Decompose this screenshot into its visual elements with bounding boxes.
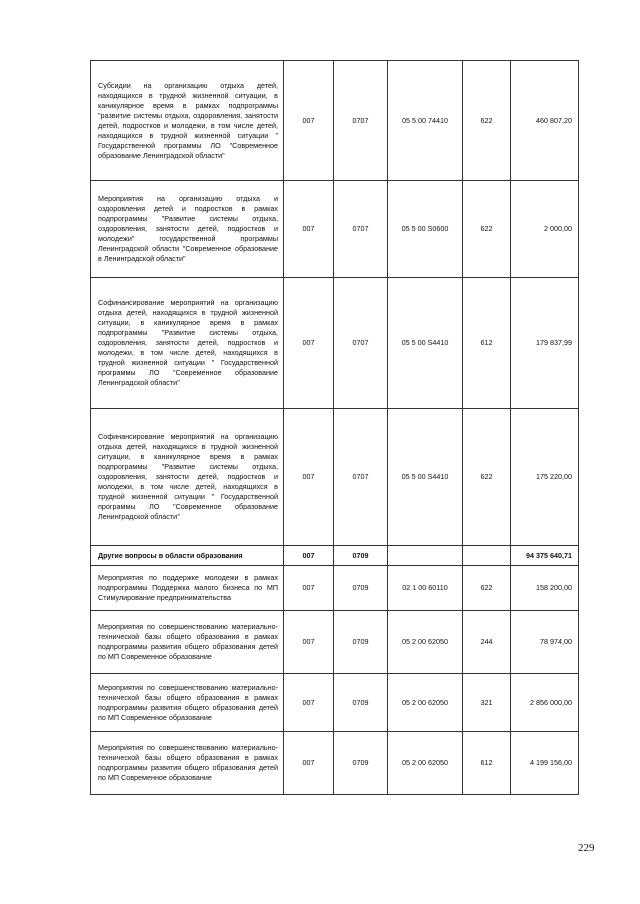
row-expense-type: 622 <box>463 566 511 611</box>
row-expense-type: 622 <box>463 61 511 181</box>
row-name: Мероприятия по совершенствованию материально-технической базы общего образования в рамках подпрограммы развития общего образования детей по МП Современное образование <box>91 611 284 674</box>
page-number: 229 <box>578 842 595 854</box>
row-section-code: 0707 <box>334 278 388 409</box>
table-row <box>91 61 579 181</box>
table-row <box>91 611 579 674</box>
row-amount: 2 856 000,00 <box>511 674 579 732</box>
row-ministry-code: 007 <box>284 278 334 409</box>
row-name: Другие вопросы в области образования <box>91 546 284 566</box>
row-name: Мероприятия по совершенствованию материально-технической базы общего образования в рамках подпрограммы развития общего образования детей по МП Современное образование <box>91 732 284 795</box>
row-amount: 4 199 156,00 <box>511 732 579 795</box>
row-amount: 460 807,20 <box>511 61 579 181</box>
table-row <box>91 566 579 611</box>
row-ministry-code: 007 <box>284 674 334 732</box>
table-row <box>91 546 579 566</box>
row-amount: 175 220,00 <box>511 409 579 546</box>
row-expense-type: 321 <box>463 674 511 732</box>
row-name: Субсидии на организацию отдыха детей, находящихся в трудной жизненной ситуации, в каникулярное время в рамках подпрограммы "развитие системы отдыха, оздоровления, занятости детей, подростков и молодежи, в том числе детей, находящихся в трудной жизненной ситуации " Государственной программы ЛО "Современное образование Ленинградской области" <box>91 61 284 181</box>
row-name: Мероприятия на организацию отдыха и оздоровления детей и подростков в рамках подпрограммы "Развитие системы отдыха, оздоровления, занятости детей, подростков и молодежи" государственной программы Ленинградской области "Современное образование в Ленинградской области" <box>91 181 284 278</box>
row-article-code: 05 5 00 74410 <box>388 61 463 181</box>
row-ministry-code: 007 <box>284 409 334 546</box>
row-expense-type: 622 <box>463 409 511 546</box>
row-article-code: 05 2 00 62050 <box>388 732 463 795</box>
row-name: Софинансирование мероприятий на организацию отдыха детей, находящихся в трудной жизненной ситуации, в каникулярное время в рамках подпрограммы "Развитие системы отдыха, оздоровления, занятости детей, подростков и молодежи, в том числе детей, находящихся в трудной жизненной ситуации " Государственной программы ЛО "Современное образование Ленинградской области" <box>91 409 284 546</box>
table-row <box>91 409 579 546</box>
row-amount: 179 837,99 <box>511 278 579 409</box>
row-expense-type: 244 <box>463 611 511 674</box>
row-article-code: 05 2 00 62050 <box>388 674 463 732</box>
row-amount: 94 375 640,71 <box>511 546 579 566</box>
row-amount: 78 974,00 <box>511 611 579 674</box>
row-ministry-code: 007 <box>284 732 334 795</box>
row-ministry-code: 007 <box>284 566 334 611</box>
row-expense-type: 612 <box>463 278 511 409</box>
row-article-code: 05 2 00 62050 <box>388 611 463 674</box>
row-section-code: 0707 <box>334 181 388 278</box>
row-name: Мероприятия по поддержке молодежи в рамках подпрограммы Поддержка малого бизнеса по МП Стимулирование предпринимательства <box>91 566 284 611</box>
row-ministry-code: 007 <box>284 546 334 566</box>
budget-table <box>90 60 579 795</box>
table-row <box>91 181 579 278</box>
row-section-code: 0709 <box>334 611 388 674</box>
row-ministry-code: 007 <box>284 61 334 181</box>
row-expense-type <box>463 546 511 566</box>
row-article-code: 05 5 00 S4410 <box>388 409 463 546</box>
row-expense-type: 622 <box>463 181 511 278</box>
row-section-code: 0709 <box>334 732 388 795</box>
row-article-code: 02 1 00 60110 <box>388 566 463 611</box>
row-article-code: 05 5 00 S4410 <box>388 278 463 409</box>
table-row <box>91 674 579 732</box>
row-section-code: 0707 <box>334 61 388 181</box>
row-section-code: 0709 <box>334 674 388 732</box>
row-article-code: 05 5 00 S0600 <box>388 181 463 278</box>
row-article-code <box>388 546 463 566</box>
row-section-code: 0709 <box>334 566 388 611</box>
table-row <box>91 278 579 409</box>
row-name: Мероприятия по совершенствованию материально-технической базы общего образования в рамках подпрограммы развития общего образования детей по МП Современное образование <box>91 674 284 732</box>
row-amount: 158 200,00 <box>511 566 579 611</box>
table-row <box>91 732 579 795</box>
row-amount: 2 000,00 <box>511 181 579 278</box>
row-expense-type: 612 <box>463 732 511 795</box>
row-name: Софинансирование мероприятий на организацию отдыха детей, находящихся в трудной жизненной ситуации, в каникулярное время в рамках подпрограммы "Развитие системы отдыха, оздоровления, занятости детей, подростков и молодежи, в том числе детей, находящихся в трудной жизненной ситуации " Государственной программы ЛО "Современное образование Ленинградской области" <box>91 278 284 409</box>
row-ministry-code: 007 <box>284 611 334 674</box>
row-section-code: 0709 <box>334 546 388 566</box>
row-ministry-code: 007 <box>284 181 334 278</box>
row-section-code: 0707 <box>334 409 388 546</box>
